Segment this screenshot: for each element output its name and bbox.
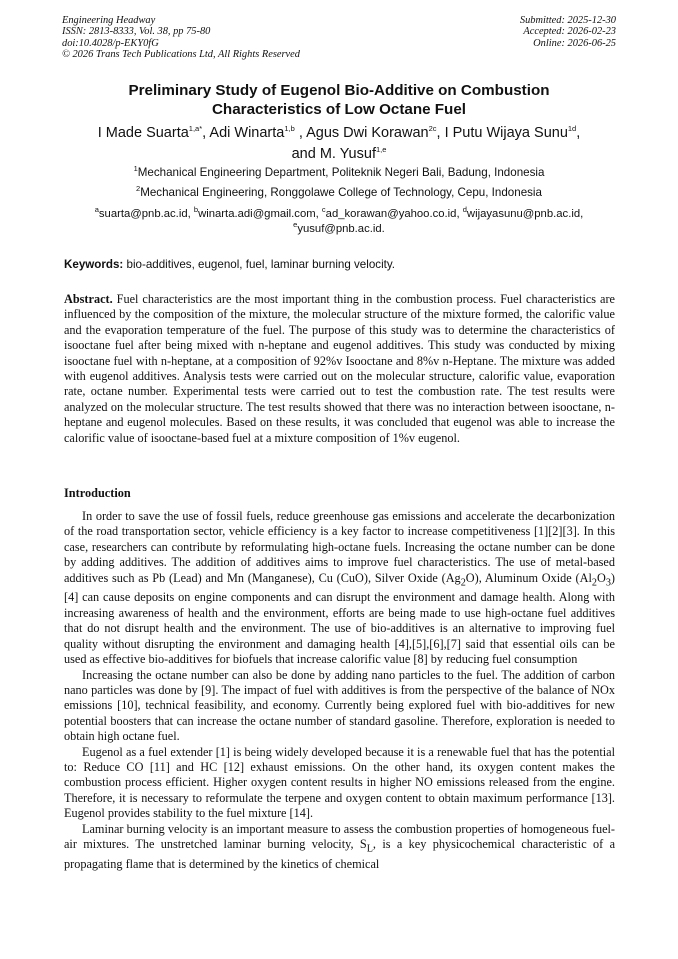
copyright: © 2026 Trans Tech Publications Ltd, All Rights Reserved — [62, 48, 300, 60]
title-line-2: Characteristics of Low Octane Fuel — [211, 101, 467, 118]
paragraph-text: O — [596, 570, 606, 585]
accepted-date: Accepted: 2026-02-23 — [523, 26, 616, 38]
email: ad_korawan@yahoo.co.id, — [325, 208, 463, 220]
paragraph-text: In order to save the use of fossil fuels, reduce greenhouse gas emissions and accelerate the decarbonization of the road transportation sector, vehicle efficiency is a key factor to increase competitiveness [1][2][3]. In this case, researchers can contribute by reformulating high-octane fuels. Increasing the octane number can be done by adding additives. The addition of additives aims to improve fuel characteristics. The use of metal-based additives such as Pb (Lead) and Mn (Manganese), Cu (CuO), Silver Oxide (Ag — [64, 509, 615, 585]
author-affiliation-mark: 1d — [567, 124, 577, 134]
emails-line-2 — [40, 219, 638, 237]
subscript: L — [366, 843, 373, 855]
keywords-label: Keywords: — [64, 258, 124, 271]
paragraph — [64, 822, 615, 873]
author-emails — [40, 207, 638, 236]
keywords-text: bio-additives, eugenol, fuel, laminar burning velocity. — [123, 258, 396, 271]
affiliation-1 — [40, 166, 638, 180]
introduction-body — [64, 509, 615, 872]
doi: doi:10.4028/p-EKY0fG — [62, 37, 159, 49]
paragraph: Increasing the octane number can also be done by adding nano particles to the fuel. The addition of carbon nano particles was done by [9]. The impact of fuel with additives is from the perspective of the balance of NOx emissions [10], technical feasibility, and economy. Currently being explored fuel with bio-additives for new potential boosters that can increase the octane number of standard gasoline. Therefore, exploration is needed to obtain high octane fuel. — [64, 667, 615, 744]
affiliation-mark: 2 — [136, 184, 141, 194]
email: suarta@pnb.ac.id, — [98, 208, 194, 220]
paragraph-text: ) [4] can cause deposits on engine components and can disrupt the environment and damage health. Along with increasing awareness of health and the environment, efforts are being made to use high-octane fuel additives that do not disrupt health and the environment. The use of bio-additives is an alternative to improving fuel quality without disrupting the environment and damaging health [4],[5],[6],[7] said that essential oils can be used as effective bio-additives for biofuels that increase calorific value [8] by reducing fuel consumption — [64, 570, 615, 667]
email: yusuf@pnb.ac.id. — [297, 222, 385, 235]
paragraph: Eugenol as a fuel extender [1] is being widely developed because it is a renewable fuel that has the potential to: Reduce CO [11] and HC [12] exhaust emissions. On the other hand, its oxygen content makes the combustion process efficient. Higher oxygen content results in higher NO emissions released from the engine. Therefore, it is necessary to reformulate the terpene and oxygen content to obtain maximum performance [13]. Eugenol provides stability to the fuel mixture [14]. — [64, 744, 615, 821]
keywords — [64, 258, 624, 272]
author-affiliation-mark: 1,e — [375, 144, 387, 154]
abstract-text: Fuel characteristics are the most important thing in the combustion process. Fuel characteristics are influenced by the composition of the mixture, the molecular structure of the mixture formed, the calorific value and the evaporation temperature of the fuel. The purpose of this study was to determine the characteristics of isooctane fuel after being mixed with n-heptane and eugenol additives. This study was conducted by mixing isooctane fuel with n-heptane, at a composition of 92%v Isooctane and 8%v n-Heptane. The mixture was added with eugenol additives. Analysis tests were carried out on the molecular structure, calorific value, evaporation rate, octane number. Experimental tests were carried out to test the combustion rate. The test results were analyzed on the molecular structure. The test results showed that there was no interaction between isooctane, n-heptane and eugenol molecules. Based on these results, it was concluded that eugenol was able to increase the calorific value of isooctane-based fuel at a mixture composition of 1%v eugenol. — [64, 292, 615, 445]
email-mark: b — [193, 205, 199, 215]
author-affiliation-mark: 1,b — [284, 124, 295, 134]
author-name: , Agus Dwi Korawan — [294, 125, 429, 141]
paragraph-text: O), Aluminum Oxide (Al — [465, 570, 592, 585]
paper-title — [40, 81, 638, 119]
submitted-date: Submitted: 2025-12-30 — [519, 15, 616, 26]
author-line-2 — [40, 144, 638, 165]
online-date: Online: 2026-06-25 — [533, 37, 616, 49]
subscript: 2 — [460, 577, 466, 589]
author-affiliation-mark: 2c — [428, 124, 437, 134]
author-line-1 — [40, 123, 638, 144]
email-mark: c — [321, 205, 326, 215]
author-name: I Made Suarta — [97, 125, 189, 141]
subscript: 2 — [591, 577, 597, 589]
abstract-label: Abstract. — [64, 292, 113, 306]
author-separator: , — [576, 125, 581, 141]
paragraph — [64, 509, 615, 668]
journal-info — [62, 15, 300, 60]
author-affiliation-mark: 1,a* — [188, 124, 203, 134]
publication-dates — [520, 15, 616, 49]
abstract — [64, 292, 615, 446]
author-name: and M. Yusuf — [291, 145, 376, 162]
issn-volume: ISSN: 2813-8333, Vol. 38, pp 75-80 — [62, 26, 211, 38]
emails-line-1 — [40, 207, 638, 222]
affiliation-text: Mechanical Engineering, Ronggolawe College of Technology, Cepu, Indonesia — [140, 186, 542, 199]
email: wijayasunu@pnb.ac.id, — [466, 208, 584, 220]
affiliation-2 — [40, 186, 638, 200]
author-name: , I Putu Wijaya Sunu — [436, 125, 568, 141]
author-list — [40, 123, 638, 164]
paragraph-text: Laminar burning velocity is an important measure to assess the combustion properties of homogeneous fuel-air mixtures. The unstretched laminar burning velocity, S — [64, 821, 615, 851]
section-heading: Introduction — [64, 486, 131, 500]
affiliation-mark: 1 — [133, 164, 138, 174]
email-mark: d — [462, 205, 467, 215]
affiliation-text: Mechanical Engineering Department, Politeknik Negeri Bali, Badung, Indonesia — [137, 166, 545, 179]
journal-name: Engineering Headway — [62, 15, 156, 26]
email: winarta.adi@gmail.com, — [198, 208, 322, 220]
subscript: 3 — [605, 577, 611, 589]
title-line-1: Preliminary Study of Eugenol Bio-Additive on Combustion — [128, 82, 550, 99]
author-name: , Adi Winarta — [202, 125, 285, 141]
paragraph-text: , is a key physicochemical characteristic of a propagating flame that is determined by the kinetics of chemical — [64, 836, 616, 871]
email-mark: a — [94, 205, 99, 215]
email-mark: e — [293, 219, 298, 229]
